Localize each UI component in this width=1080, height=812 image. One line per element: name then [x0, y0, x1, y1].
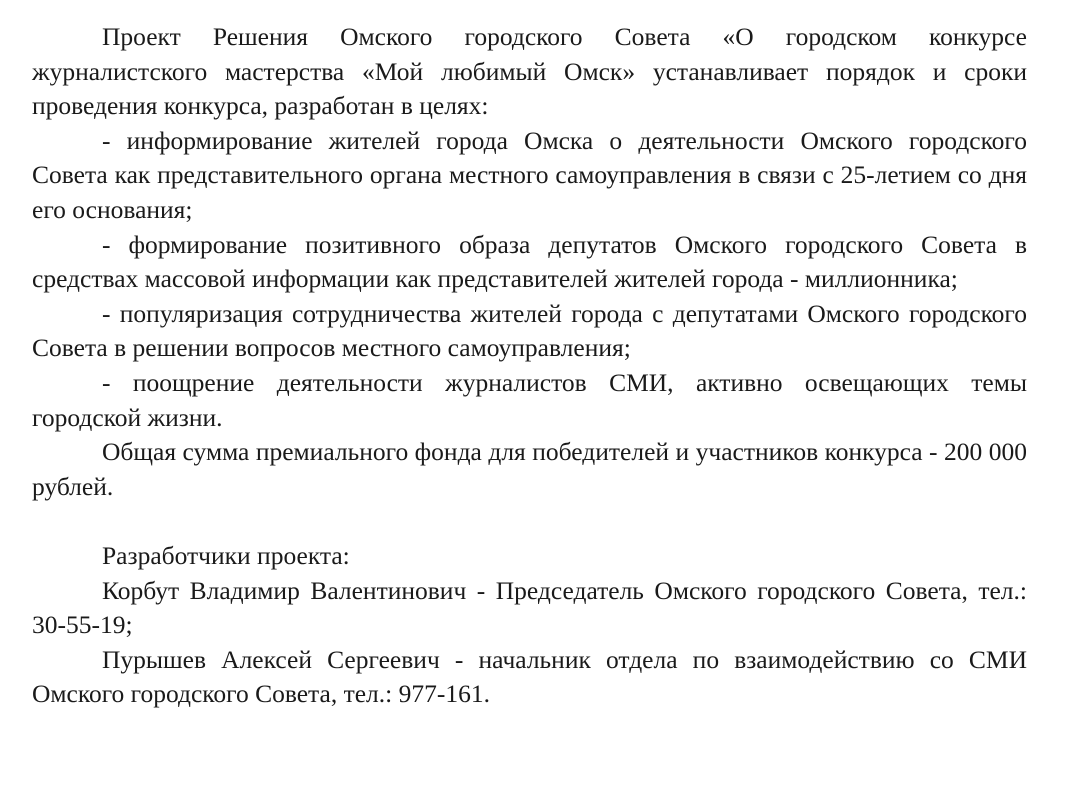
paragraph-goal-cooperation: - популяризация сотрудничества жителей города с депутатами Омского городского Совета в решении вопросов местного самоуправления; [32, 298, 1027, 363]
paragraph-prize-fund: Общая сумма премиального фонда для победителей и участников конкурса - 200 000 рублей. [32, 437, 1027, 501]
paragraph-goal-encouragement: - поощрение деятельности журналистов СМИ, активно освещающих темы городской жизни. [32, 367, 1027, 432]
developer-item: Пурышев Алексей Сергеевич - начальник отдела по взаимодействию со СМИ Омского городского Совета, тел.: 977-161. [32, 644, 1027, 709]
developer-item: Корбут Владимир Валентинович - Председатель Омского городского Совета, тел.: 30-55-19; [32, 575, 1027, 640]
document-page [32, 20, 1027, 712]
paragraph-goal-informing: - информирование жителей города Омска о деятельности Омского городского Совета как представительного органа местного самоуправления в связи с 25-летием со дня его основания; [32, 125, 1027, 224]
developers-heading: Разработчики проекта: [102, 540, 350, 570]
paragraph-goal-image: - формирование позитивного образа депутатов Омского городского Совета в средствах массовой информации как представителей жителей города - миллионника; [32, 229, 1027, 294]
paragraph-intro: Проект Решения Омского городского Совета «О городском конкурсе журналистского мастерства «Мой любимый Омск» устанавливает порядок и сроки проведения конкурса, разработан в целях: [32, 22, 1027, 121]
spacer [32, 504, 1027, 539]
